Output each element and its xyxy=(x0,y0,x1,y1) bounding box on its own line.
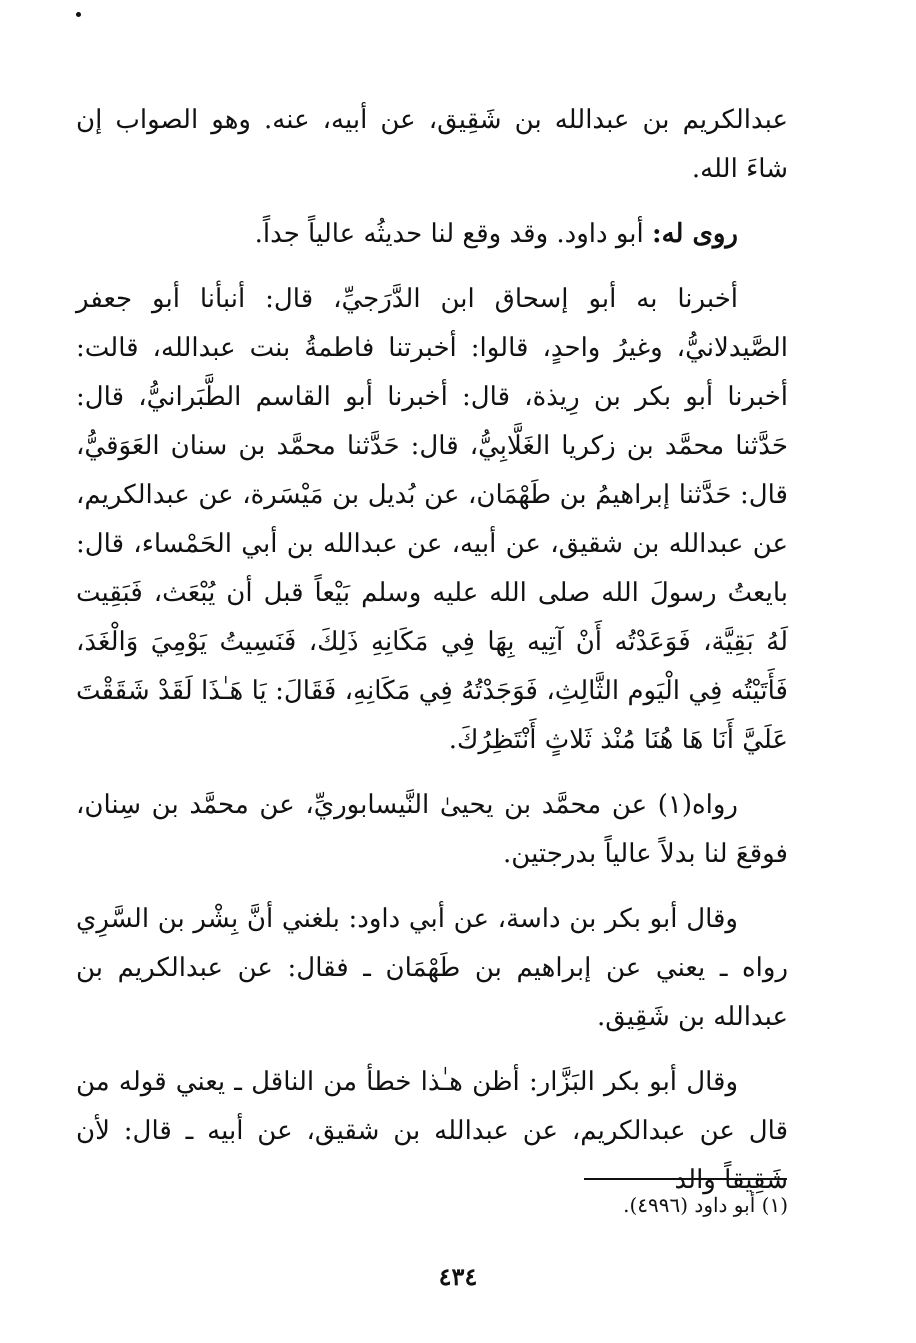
footnote-divider xyxy=(584,1178,787,1180)
paragraph-hadith: أخبرنا به أبو إسحاق ابن الدَّرَجيِّ، قال: أنبأنا أبو جعفر الصَّيدلانيُّ، وغيرُ واحدٍ، قالوا: أخبرتنا فاطمةُ بنت عبدالله، قالت: أخبرنا أبو بكر بن رِيذة، قال: أخبرنا أبو القاسم الطَّبَرانيُّ، قال: حَدَّثنا محمَّد بن زكريا الغَلَّابِيُّ، قال: حَدَّثنا محمَّد بن سنان العَوَقيُّ، قال: حَدَّثنا إبراهيمُ بن طَهْمَان، عن بُديل بن مَيْسَرة، عن عبدالكريم، عن عبدالله بن شقيق، عن أبيه، عن عبدالله بن أبي الحَمْساء، قال: بايعتُ رسولَ الله صلى الله عليه وسلم بَيْعاً قبل أن يُبْعَث، فَبَقِيت لَهُ بَقِيَّة، فَوَعَدْتُه أَنْ آتِيه بِهَا فِي مَكَانِهِ ذَلِكَ، فَنَسِيتُ يَوْمِيَ وَالْغَدَ، فَأَتَيْتُه فِي الْيَوم الثَّالِثِ، فَوَجَدْتُهُ فِي مَكَانِهِ، فَقَالَ: يَا هَـٰذَا لَقَدْ شَقَقْتَ عَلَيَّ أَنَا هَا هُنَا مُنْذ ثَلاثٍ أَنْتَظِرُكَ. xyxy=(76,284,788,755)
narrated-by-text: أبو داود. وقد وقع لنا حديثُه عالياً جداً. xyxy=(254,219,653,249)
paragraph-bazzar: وقال أبو بكر البَزَّار: أظن هـٰذا خطأ من الناقل ـ يعني قوله من قال عن عبدالكريم، عن عبدالله بن شقيق، عن أبيه ـ قال: لأن شَقِيقاً والد xyxy=(76,1067,788,1195)
paragraph-riwayah: رواه(١) عن محمَّد بن يحيىٰ النَّيسابوريِّ، عن محمَّد بن سِنان، فوقعَ لنا بدلاً عالياً بدرجتين. xyxy=(76,790,788,869)
page-number: ٤٣٤ xyxy=(438,1262,478,1291)
paragraph-ibn-dasa: وقال أبو بكر بن داسة، عن أبي داود: بلغني أنَّ بِشْر بن السَّرِي رواه ـ يعني عن إبراهيم بن طَهْمَان ـ فقال: عن عبدالكريم بن عبدالله بن شَقِيق. xyxy=(76,904,788,1032)
narrated-by-label: روى له: xyxy=(652,219,738,249)
main-text xyxy=(76,96,788,1221)
paragraph-continuation: عبدالكريم بن عبدالله بن شَقِيق، عن أبيه، عنه. وهو الصواب إن شاءَ الله. xyxy=(76,105,788,184)
footnote: (١) أبو داود (٤٩٩٦). xyxy=(623,1193,788,1217)
margin-dot xyxy=(76,12,81,17)
paragraph-narrated-by xyxy=(76,210,788,259)
